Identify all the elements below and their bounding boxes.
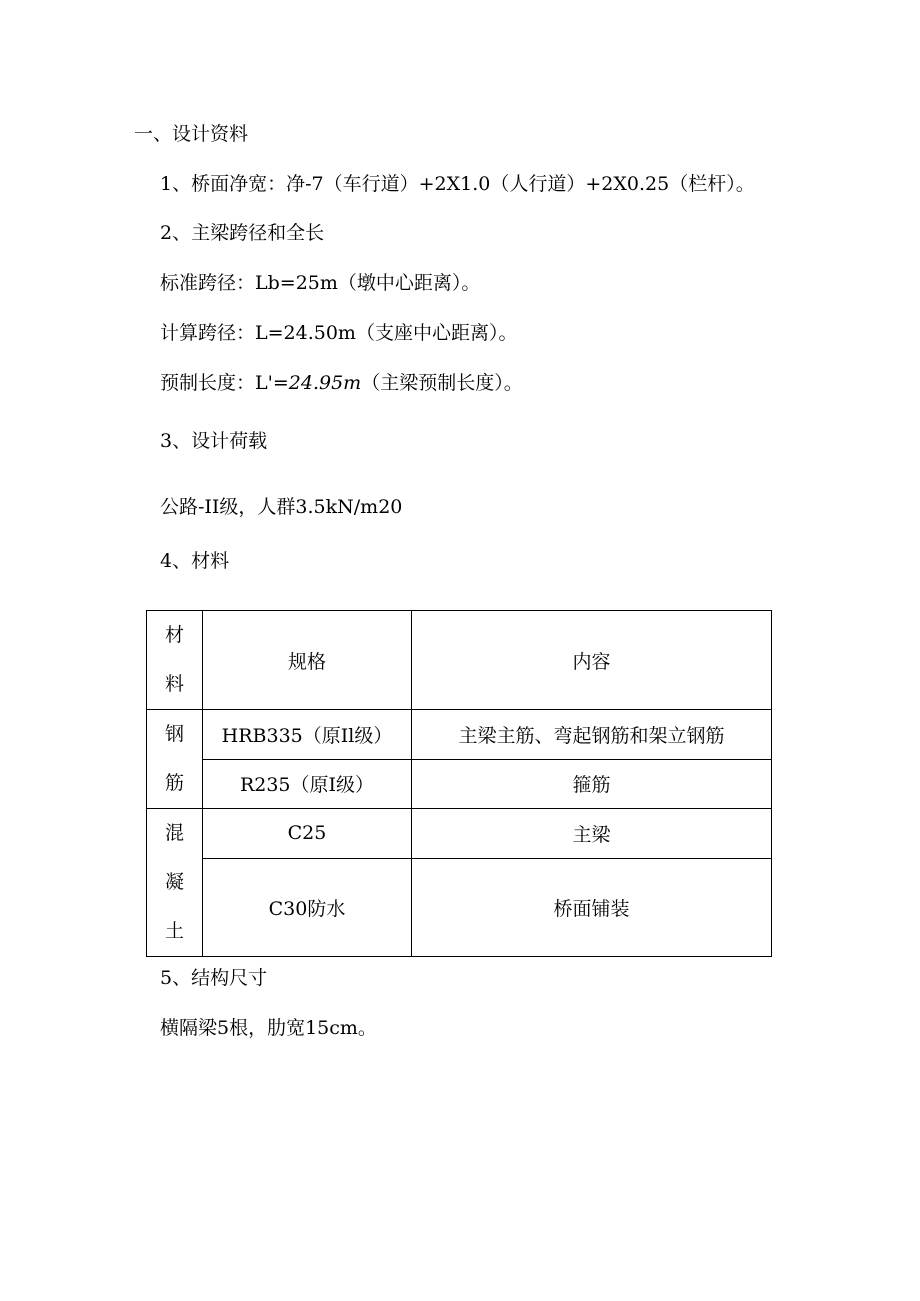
- item-3-heading: 3、设计荷载: [160, 430, 268, 452]
- concrete-label: 混凝土: [147, 809, 203, 957]
- precast-note: （主梁预制长度）。: [361, 372, 523, 394]
- table-row: [147, 759, 772, 809]
- content-cell: 箍筋: [412, 759, 772, 809]
- table-row: [147, 858, 772, 956]
- header-content: 内容: [412, 611, 772, 710]
- calc-span: 计算跨径：L=24.50m（支座中心距离）。: [160, 322, 518, 344]
- header-spec: 规格: [203, 611, 412, 710]
- item-2-heading: 2、主梁跨径和全长: [160, 222, 325, 244]
- table-row: [147, 710, 772, 760]
- section-title: 一、设计资料: [134, 123, 249, 145]
- table-header-row: [147, 611, 772, 710]
- standard-span: 标准跨径：Lb=25m（墩中心距离）。: [160, 272, 481, 294]
- item-1-deck-width: 1、桥面净宽：净-7（车行道）+2X1.0（人行道）+2X0.25（栏杆）。: [160, 173, 755, 195]
- precast-value: 24.95m: [288, 372, 362, 394]
- spec-cell: HRB335（原Il级）: [203, 710, 412, 760]
- structure-desc: 横隔梁5根，肋宽15cm。: [160, 1017, 377, 1039]
- item-5-heading: 5、结构尺寸: [160, 967, 268, 989]
- content-cell: 主梁: [412, 809, 772, 859]
- item-4-heading: 4、材料: [160, 550, 230, 572]
- materials-table: [146, 610, 772, 957]
- steel-label: 钢筋: [147, 710, 203, 809]
- spec-cell: R235（原I级）: [203, 759, 412, 809]
- header-material: 材料: [147, 611, 203, 710]
- design-load: 公路-II级，人群3.5kN/m20: [160, 496, 403, 518]
- precast-label: 预制长度：L'=: [160, 372, 289, 394]
- precast-length: [160, 370, 523, 396]
- spec-cell: C25: [203, 809, 412, 859]
- content-cell: 桥面铺装: [412, 858, 772, 956]
- table-row: [147, 809, 772, 859]
- content-cell: 主梁主筋、弯起钢筋和架立钢筋: [412, 710, 772, 760]
- spec-cell: C30防水: [203, 858, 412, 956]
